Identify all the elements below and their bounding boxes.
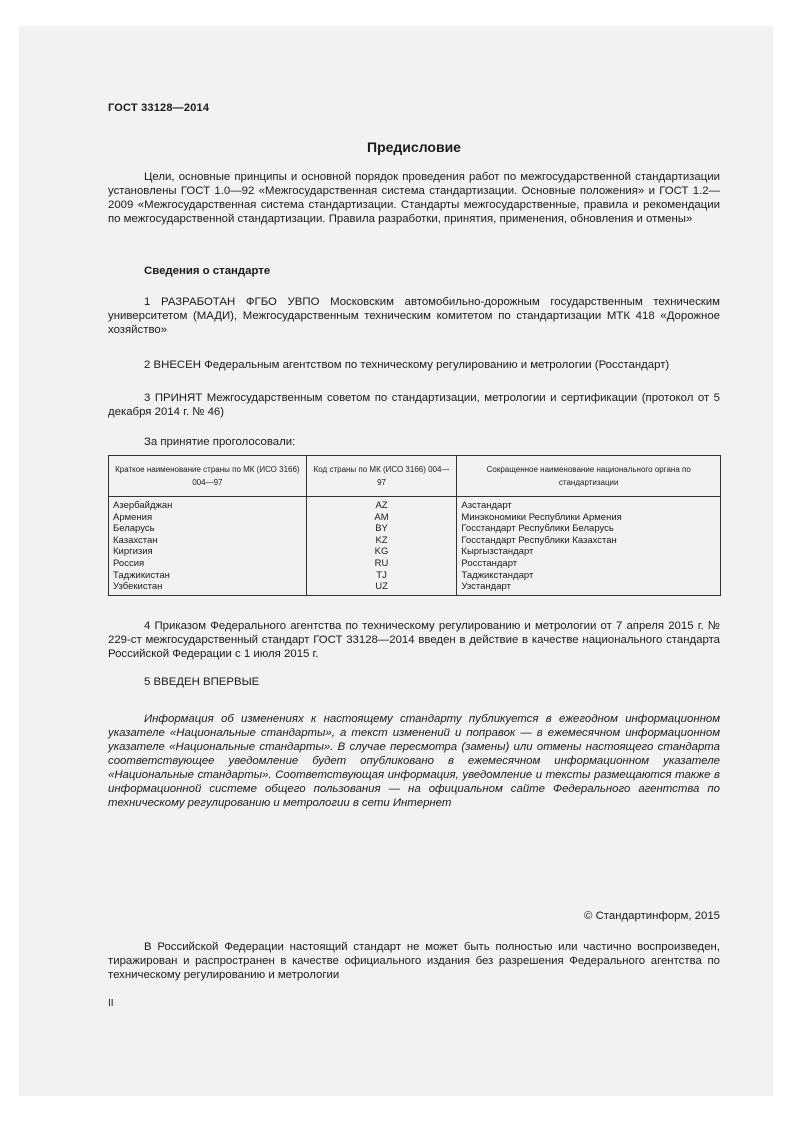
body-cell: Минэкономики Республики Армения xyxy=(457,512,721,524)
code-cell: AM xyxy=(306,512,457,524)
page-number: II xyxy=(108,998,114,1009)
table-row xyxy=(109,546,721,558)
code-cell: TJ xyxy=(306,570,457,582)
voting-table xyxy=(108,455,721,596)
column-header-code: Код страны по МК (ИСО 3166) 004—97 xyxy=(306,456,457,497)
country-cell: Беларусь xyxy=(109,523,307,535)
body-cell: Госстандарт Республики Беларусь xyxy=(457,523,721,535)
body-cell: Кыргызстандарт xyxy=(457,546,721,558)
page-title: Предисловие xyxy=(367,139,461,155)
country-cell: Казахстан xyxy=(109,535,307,547)
intro-paragraph: Цели, основные принципы и основной порядок проведения работ по межгосударственной стандартизации установлены ГОСТ 1.0—92 «Межгосударственная система стандартизации. Основные положения» и ГОСТ 1.2—2009 «Межгосударственная система стандартизации. Стандарты межгосударственные, правила и рекомендации по межгосударственной стандартизации. Правила разработки, принятия, применения, обновления и отмены» xyxy=(108,171,720,225)
column-header-country: Краткое наименование страны по МК (ИСО 3166) 004—97 xyxy=(109,456,307,497)
table-row xyxy=(109,512,721,524)
table-row xyxy=(109,558,721,570)
body-cell: Узстандарт xyxy=(457,581,721,595)
country-cell: Киргизия xyxy=(109,546,307,558)
reproduction-notice: В Российской Федерации настоящий стандарт не может быть полностью или частично воспроизведен, тиражирован и распространен в качестве официального издания без разрешения Федерального агентства по техническому регулированию и метрологии xyxy=(108,941,720,981)
country-cell: Узбекистан xyxy=(109,581,307,595)
column-header-body: Сокращенное наименование национального органа по стандартизации xyxy=(457,456,721,497)
changes-notice: Информация об изменениях к настоящему стандарту публикуется в ежегодном информационном указателе «Национальные стандарты», а текст изменений и поправок — в ежемесячном информационном указателе «Национальные стандарты». В случае пересмотра (замены) или отмены настоящего стандарта соответствующее уведомление будет опубликовано в ежемесячном информационном указателе «Национальные стандарты». Соответствующая информация, уведомление и тексты размещаются также в информационной системе общего пользования — на официальном сайте Федерального агентства по техническому регулированию и метрологии в сети Интернет xyxy=(108,713,720,809)
table-row xyxy=(109,523,721,535)
country-cell: Азербайджан xyxy=(109,497,307,512)
copyright: © Стандартинформ, 2015 xyxy=(584,910,720,922)
voted-label: За принятие проголосовали: xyxy=(144,436,296,448)
table-row xyxy=(109,581,721,595)
body-cell: Росстандарт xyxy=(457,558,721,570)
code-cell: UZ xyxy=(306,581,457,595)
table-row xyxy=(109,497,721,512)
code-cell: KG xyxy=(306,546,457,558)
country-cell: Таджикистан xyxy=(109,570,307,582)
country-cell: Армения xyxy=(109,512,307,524)
table-row xyxy=(109,570,721,582)
body-cell: Таджикстандарт xyxy=(457,570,721,582)
body-cell: Госстандарт Республики Казахстан xyxy=(457,535,721,547)
info-heading: Сведения о стандарте xyxy=(144,265,271,277)
code-cell: BY xyxy=(306,523,457,535)
code-cell: KZ xyxy=(306,535,457,547)
body-cell: Азстандарт xyxy=(457,497,721,512)
item-introduced: 5 ВВЕДЕН ВПЕРВЫЕ xyxy=(144,676,260,688)
item-adopted: 3 ПРИНЯТ Межгосударственным советом по стандартизации, метрологии и сертификации (протокол от 5 декабря 2014 г. № 46) xyxy=(108,392,720,418)
item-developed: 1 РАЗРАБОТАН ФГБО УВПО Московским автомобильно-дорожным государственным техническим университетом (МАДИ), Межгосударственным техническим комитетом по стандартизации МТК 418 «Дорожное хозяйство» xyxy=(108,296,720,336)
code-cell: RU xyxy=(306,558,457,570)
country-cell: Россия xyxy=(109,558,307,570)
table-row xyxy=(109,535,721,547)
item-enacted: 4 Приказом Федерального агентства по техническому регулированию и метрологии от 7 апреля 2015 г. № 229-ст межгосударственный стандарт ГОСТ 33128—2014 введен в действие в качестве национального стандарта Российской Федерации с 1 июля 2015 г. xyxy=(108,620,720,660)
table-header-row xyxy=(109,456,721,497)
document-id: ГОСТ 33128—2014 xyxy=(108,102,210,114)
item-submitted: 2 ВНЕСЕН Федеральным агентством по техническому регулированию и метрологии (Росстандарт) xyxy=(144,359,670,371)
code-cell: AZ xyxy=(306,497,457,512)
